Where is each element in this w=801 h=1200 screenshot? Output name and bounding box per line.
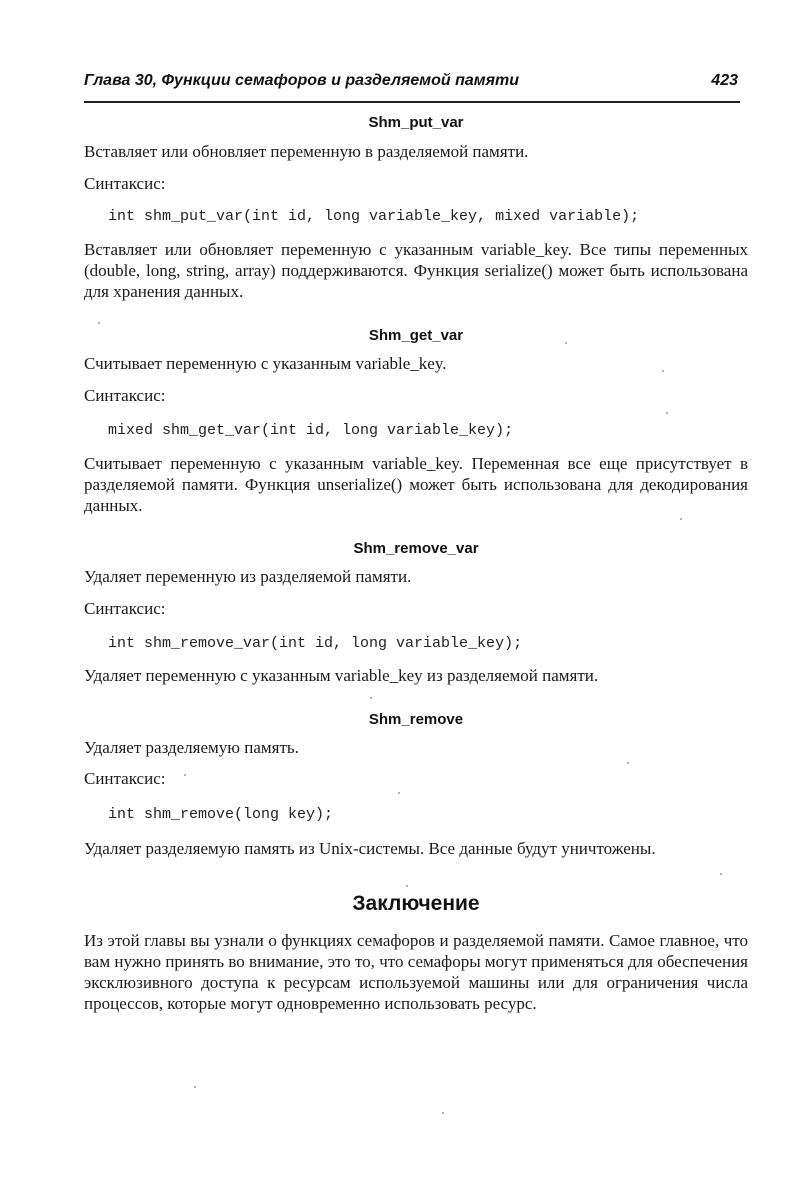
syntax-label: Синтаксис: <box>84 599 166 618</box>
section-description: Удаляет разделяемую память из Unix-системы. Все данные будут уничтожены. <box>84 839 656 858</box>
syntax-label: Синтаксис: <box>84 386 166 405</box>
chapter-title: Глава 30, Функции семафоров и разделяемой памяти <box>84 72 520 89</box>
section-description: Считывает переменную с указанным variable_key. Переменная все еще присутствует в разделяемой памяти. Функция unserialize() может быть использована для декодирования данных. <box>84 454 748 515</box>
scan-speck <box>98 322 100 324</box>
scan-speck <box>565 342 567 344</box>
section-description: Вставляет или обновляет переменную с указанным variable_key. Все типы переменных (double, long, string, array) поддерживаются. Функция serialize() может быть использована для хранения данных. <box>84 240 748 301</box>
conclusion-text: Из этой главы вы узнали о функциях семафоров и разделяемой памяти. Самое главное, что вам нужно принять во внимание, это то, что семафоры могут применяться для обеспечения эксклюзивного доступа к ресурсам используемой машины или для ограничения числа процессов, которые могут одновременно использовать ресурс. <box>84 931 748 1013</box>
section-summary: Считывает переменную с указанным variable_key. <box>84 354 447 373</box>
section-title-shm-put-var: Shm_put_var <box>368 114 464 131</box>
code-snippet: int shm_put_var(int id, long variable_key, mixed variable); <box>108 208 640 225</box>
code-snippet: mixed shm_get_var(int id, long variable_key); <box>108 422 514 439</box>
scan-speck <box>370 697 372 699</box>
scan-speck <box>662 370 664 372</box>
page-number: 423 <box>711 72 738 89</box>
section-title-shm-get-var: Shm_get_var <box>368 327 464 344</box>
code-snippet: int shm_remove_var(int id, long variable_key); <box>108 635 523 652</box>
scan-speck <box>666 412 668 414</box>
section-title-shm-remove-var: Shm_remove_var <box>353 540 479 557</box>
scan-speck <box>442 1112 444 1114</box>
scan-speck <box>194 1086 196 1088</box>
section-summary: Удаляет разделяемую память. <box>84 738 299 757</box>
scan-speck <box>627 762 629 764</box>
scan-speck <box>406 885 408 887</box>
header-rule <box>84 101 740 103</box>
conclusion-heading: Заключение <box>352 892 480 915</box>
section-description: Удаляет переменную с указанным variable_key из разделяемой памяти. <box>84 666 599 685</box>
section-title-shm-remove: Shm_remove <box>368 711 464 728</box>
scan-speck <box>720 873 722 875</box>
scan-speck <box>184 774 186 776</box>
syntax-label: Синтаксис: <box>84 174 166 193</box>
section-summary: Удаляет переменную из разделяемой памяти. <box>84 567 412 586</box>
section-summary: Вставляет или обновляет переменную в разделяемой памяти. <box>84 142 529 161</box>
scan-speck <box>680 518 682 520</box>
syntax-label: Синтаксис: <box>84 769 166 788</box>
code-snippet: int shm_remove(long key); <box>108 806 334 823</box>
running-head <box>84 70 740 96</box>
scan-speck <box>398 792 400 794</box>
